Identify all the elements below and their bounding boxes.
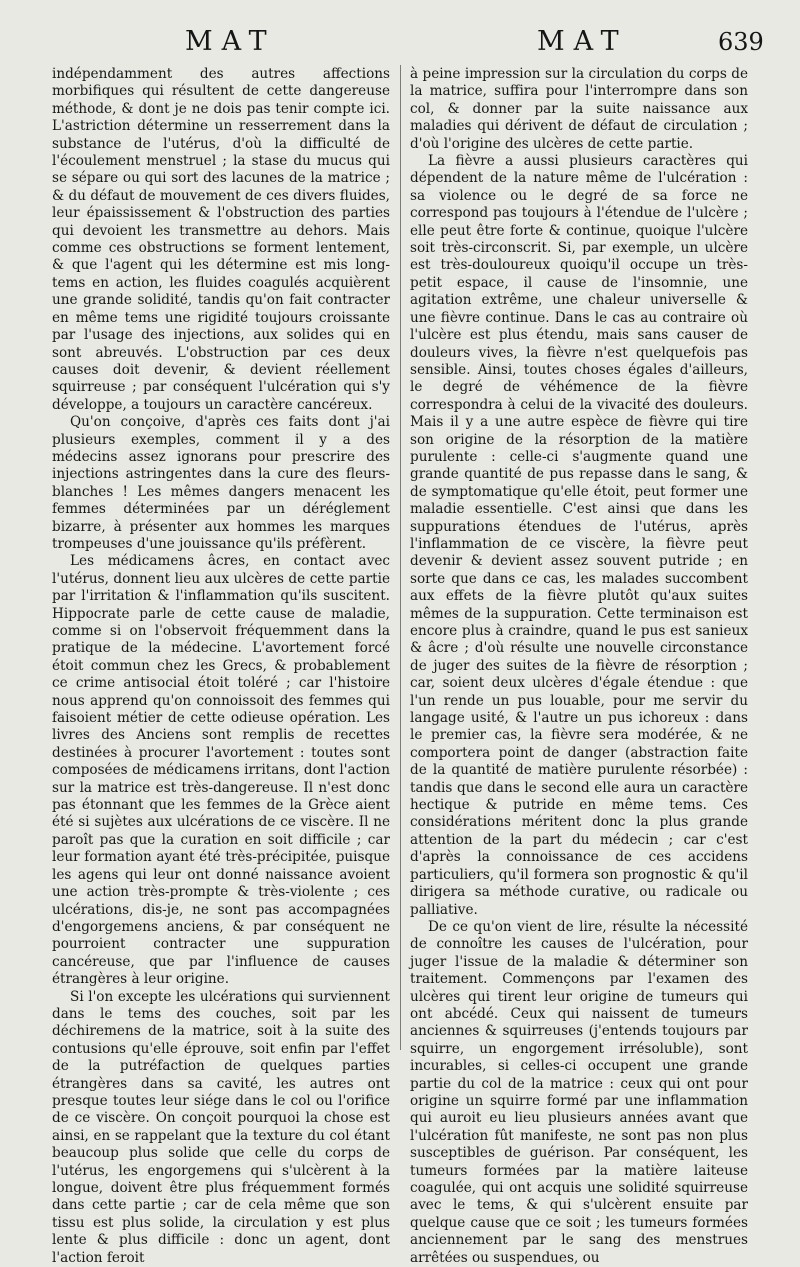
paragraph: De ce qu'on vient de lire, résulte la nécessité de connoître les causes de l'ulcération, pour juger l'issue de la maladie & déterminer son traitement. Commençons par l'examen des ulcères qui tirent leur origine de tumeurs qui ont abcédé. Ceux qui naissent de tumeurs anciennes & squirreuses (j'entends toujours par squirre, un engorgement irrésoluble), sont incurables, si celles-ci occupent une grande partie du col de la matrice : ceux qui ont pour origine un squirre formé par une inflammation qui auroit eu lieu plusieurs années avant que l'ulcération fût manifeste, ne sont pas non plus susceptibles de guérison. Par conséquent, les tumeurs formées par la matière laiteuse coagulée, qui ont acquis une solidité squirreuse avec le tems, & qui s'ulcèrent ensuite par quelque cause que ce soit ; les tumeurs formées anciennement par le sang des menstrues arrêtées ou suspendues, ou [410, 918, 748, 1266]
paragraph: La fièvre a aussi plusieurs caractères qui dépendent de la nature même de l'ulcération : sa violence ou le degré de sa force ne correspond pas toujours à l'étendue de l'ulcère ; elle peut être forte & continue, quoique l'ulcère soit très-circonscrit. Si, par exemple, un ulcère est très-douloureux quoiqu'il occupe un très-petit espace, il cause de l'insomnie, une agitation extrême, une chaleur universelle & une fièvre continue. Dans le cas au contraire où l'ulcère est plus étendu, mais sans causer de douleurs vives, la fièvre n'est quelquefois pas sensible. Ainsi, toutes choses égales d'ailleurs, le degré de véhémence de la fièvre correspondra à celui de la vivacité des douleurs. Mais il y a une autre espèce de fièvre qui tire son origine de la résorption de la matière purulente : celle-ci s'augmente quand une grande quantité de pus repasse dans le sang, & de symptomatique qu'elle étoit, peut former une maladie essentielle. C'est ainsi que dans les suppurations étendues de l'utérus, après l'inflammation de ce viscère, la fièvre peut devenir & devient assez souvent putride ; en sorte que dans ce cas, les malades succombent aux effets de la fièvre plutôt qu'aux suites mêmes de la suppuration. Cette terminaison est encore plus à craindre, quand le pus est sanieux & âcre ; d'où résulte une nouvelle circonstance de juger des suites de la fièvre de résorption ; car, soient deux ulcères d'égale étendue : que l'un rende un pus louable, pour me servir du langage usité, & l'autre un pus ichoreux : dans le premier cas, la fièvre sera modérée, & ne comportera point de danger (abstraction faite de la quantité de matière purulente résorbée) : tandis que dans le second elle aura un caractère hectique & putride en même tems. Ces considérations méritent donc la plus grande attention de la part du médecin ; car c'est d'après la connoissance de ces accidens particuliers, qu'il formera son prognostic & qu'il dirigera sa méthode curative, ou radicale ou palliative. [410, 153, 748, 918]
paragraph: Les médicamens âcres, en contact avec l'utérus, donnent lieu aux ulcères de cette partie par l'irritation & l'inflammation qu'ils suscitent. Hippocrate parle de cette cause de maladie, comme si on l'observoit fréquemment dans la pratique de la médecine. L'avortement forcé étoit commun chez les Grecs, & probablement ce crime antisocial étoit toléré ; car l'histoire nous apprend qu'on connoissoit des femmes qui faisoient métier de cette odieuse opération. Les livres des Anciens sont remplis de recettes destinées à procurer l'avortement : toutes sont composées de médicamens irritans, dont l'action sur la matrice est très-dangereuse. Il n'est donc pas étonnant que les femmes de la Grèce aient été si sujètes aux ulcérations de ce viscère. Il ne paroît pas que la curation en soit difficile ; car leur formation ayant été très-précipitée, puisque les agens qui leur ont donné naissance avoient une action très-prompte & très-violente ; ces ulcérations, dis-je, ne sont pas accompagnées d'engorgemens anciens, & par conséquent ne pourroient contracter une suppuration cancéreuse, que par l'influence de causes étrangères à leur origine. [52, 553, 390, 988]
column-divider [400, 65, 401, 1050]
running-head-right: MAT [537, 26, 628, 57]
paragraph: Si l'on excepte les ulcérations qui surviennent dans le tems des couches, soit par les déchiremens de la matrice, soit à la suite des contusions qu'elle éprouve, soit enfin par l'effet de la putréfaction de quelques parties étrangères dans sa cavité, les autres ont presque toutes leur siége dans le col ou l'orifice de ce viscère. On conçoit pourquoi la chose est ainsi, en se rappelant que la texture du col étant beaucoup plus solide que celle du corps de l'utérus, les engorgemens qui s'ulcèrent à la longue, doivent être plus fréquemment formés dans cette partie ; car de cela même que son tissu est plus solide, la circulation y est plus lente & plus difficile : donc un agent, dont l'action feroit [52, 988, 390, 1266]
left-column [52, 66, 390, 1267]
page-number: 639 [718, 28, 764, 56]
paragraph: Qu'on conçoive, d'après ces faits dont j'ai plusieurs exemples, comment il y a des médecins assez ignorans pour prescrire des injections astringentes dans la cure des fleurs-blanches ! Les mêmes dangers menacent les femmes déterminées par un déréglement bizarre, à présenter aux hommes les marques trompeuses d'une jouissance qu'ils préfèrent. [52, 414, 390, 552]
running-head-left: MAT [185, 26, 276, 57]
right-column [410, 66, 748, 1267]
paragraph: indépendamment des autres affections morbifiques qui résultent de cette dangereuse méthode, & dont je ne dois pas tenir compte ici. L'astriction détermine un resserrement dans la substance de l'utérus, d'où la difficulté de l'écoulement menstruel ; la stase du mucus qui se sépare ou qui sort des lacunes de la matrice ; & du défaut de mouvement de ces divers fluides, leur épaississement & l'obstruction des parties qui devoient les transmettre au dehors. Mais comme ces obstructions se forment lentement, & que l'agent qui les détermine est mis long-tems en action, les fluides coagulés acquièrent une grande solidité, tandis qu'on fait contracter en même tems une rigidité toujours croissante par l'usage des injections, aux solides qui en sont abreuvés. L'obstruction par ces deux causes doit devenir, & devient réellement squirreuse ; par conséquent l'ulcération qui s'y développe, a toujours un caractère cancéreux. [52, 66, 390, 413]
paragraph: à peine impression sur la circulation du corps de la matrice, suffira pour l'interrompre dans son col, & donner par la suite naissance aux maladies qui dérivent de défaut de circulation ; d'où l'origine des ulcères de cette partie. [410, 66, 748, 152]
